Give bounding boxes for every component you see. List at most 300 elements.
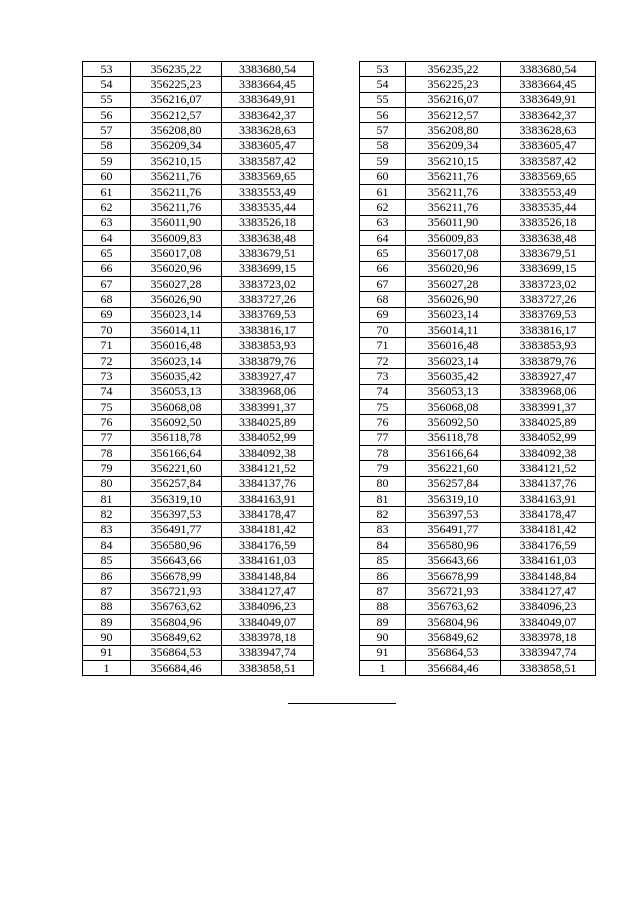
left-x-coordinate-cell: 356027,28 [131, 277, 222, 292]
right-x-coordinate-cell: 356020,96 [406, 261, 501, 276]
right-y-coordinate-cell: 3384161,03 [501, 553, 596, 568]
right-y-coordinate-cell: 3383723,02 [501, 277, 596, 292]
left-y-coordinate-cell: 3383664,45 [222, 77, 314, 92]
right-y-coordinate-cell: 3383968,06 [501, 384, 596, 399]
spacer-cell [314, 323, 360, 338]
left-point-number-cell: 71 [83, 338, 131, 353]
spacer-cell [314, 77, 360, 92]
left-y-coordinate-cell: 3383642,37 [222, 108, 314, 123]
spacer-cell [314, 645, 360, 660]
table-row [83, 108, 596, 123]
right-point-number-cell: 56 [360, 108, 406, 123]
left-y-coordinate-cell: 3384049,07 [222, 614, 314, 629]
right-x-coordinate-cell: 356068,08 [406, 399, 501, 414]
right-x-coordinate-cell: 356225,23 [406, 77, 501, 92]
right-y-coordinate-cell: 3383664,45 [501, 77, 596, 92]
right-x-coordinate-cell: 356035,42 [406, 369, 501, 384]
right-point-number-cell: 63 [360, 215, 406, 230]
left-y-coordinate-cell: 3383679,51 [222, 246, 314, 261]
table-row [83, 399, 596, 414]
table-row [83, 246, 596, 261]
left-y-coordinate-cell: 3383978,18 [222, 630, 314, 645]
left-y-coordinate-cell: 3384052,99 [222, 430, 314, 445]
left-x-coordinate-cell: 356216,07 [131, 92, 222, 107]
table-row [83, 184, 596, 199]
table-row [83, 261, 596, 276]
left-x-coordinate-cell: 356397,53 [131, 507, 222, 522]
table-row [83, 507, 596, 522]
left-point-number-cell: 74 [83, 384, 131, 399]
spacer-cell [314, 230, 360, 245]
coordinates-table-body [83, 62, 596, 676]
left-x-coordinate-cell: 356235,22 [131, 62, 222, 77]
left-x-coordinate-cell: 356166,64 [131, 445, 222, 460]
table-row [83, 323, 596, 338]
left-point-number-cell: 67 [83, 277, 131, 292]
left-x-coordinate-cell: 356023,14 [131, 307, 222, 322]
left-y-coordinate-cell: 3383853,93 [222, 338, 314, 353]
right-x-coordinate-cell: 356166,64 [406, 445, 501, 460]
left-x-coordinate-cell: 356684,46 [131, 661, 222, 676]
spacer-cell [314, 261, 360, 276]
right-point-number-cell: 74 [360, 384, 406, 399]
left-y-coordinate-cell: 3383649,91 [222, 92, 314, 107]
left-y-coordinate-cell: 3384176,59 [222, 538, 314, 553]
right-point-number-cell: 71 [360, 338, 406, 353]
right-y-coordinate-cell: 3384127,47 [501, 584, 596, 599]
right-x-coordinate-cell: 356027,28 [406, 277, 501, 292]
right-y-coordinate-cell: 3384052,99 [501, 430, 596, 445]
left-y-coordinate-cell: 3384096,23 [222, 599, 314, 614]
right-x-coordinate-cell: 356212,57 [406, 108, 501, 123]
spacer-cell [314, 599, 360, 614]
right-y-coordinate-cell: 3384163,91 [501, 492, 596, 507]
right-x-coordinate-cell: 356118,78 [406, 430, 501, 445]
right-point-number-cell: 68 [360, 292, 406, 307]
right-point-number-cell: 53 [360, 62, 406, 77]
right-y-coordinate-cell: 3384096,23 [501, 599, 596, 614]
right-point-number-cell: 57 [360, 123, 406, 138]
spacer-cell [314, 614, 360, 629]
left-point-number-cell: 77 [83, 430, 131, 445]
spacer-cell [314, 630, 360, 645]
right-y-coordinate-cell: 3384148,84 [501, 568, 596, 583]
left-point-number-cell: 85 [83, 553, 131, 568]
right-x-coordinate-cell: 356397,53 [406, 507, 501, 522]
spacer-cell [314, 215, 360, 230]
left-x-coordinate-cell: 356068,08 [131, 399, 222, 414]
table-row [83, 415, 596, 430]
right-point-number-cell: 79 [360, 461, 406, 476]
right-x-coordinate-cell: 356026,90 [406, 292, 501, 307]
right-point-number-cell: 81 [360, 492, 406, 507]
right-point-number-cell: 72 [360, 353, 406, 368]
spacer-cell [314, 415, 360, 430]
right-x-coordinate-cell: 356319,10 [406, 492, 501, 507]
table-row [83, 123, 596, 138]
table-row [83, 307, 596, 322]
right-y-coordinate-cell: 3383642,37 [501, 108, 596, 123]
spacer-cell [314, 292, 360, 307]
spacer-cell [314, 338, 360, 353]
left-point-number-cell: 78 [83, 445, 131, 460]
left-point-number-cell: 73 [83, 369, 131, 384]
left-y-coordinate-cell: 3383858,51 [222, 661, 314, 676]
table-row [83, 461, 596, 476]
right-y-coordinate-cell: 3383699,15 [501, 261, 596, 276]
table-row [83, 568, 596, 583]
left-x-coordinate-cell: 356678,99 [131, 568, 222, 583]
right-y-coordinate-cell: 3383587,42 [501, 154, 596, 169]
left-y-coordinate-cell: 3383699,15 [222, 261, 314, 276]
spacer-cell [314, 538, 360, 553]
right-x-coordinate-cell: 356678,99 [406, 568, 501, 583]
left-y-coordinate-cell: 3383680,54 [222, 62, 314, 77]
left-y-coordinate-cell: 3383927,47 [222, 369, 314, 384]
table-row [83, 522, 596, 537]
right-x-coordinate-cell: 356023,14 [406, 353, 501, 368]
right-y-coordinate-cell: 3383816,17 [501, 323, 596, 338]
right-x-coordinate-cell: 356491,77 [406, 522, 501, 537]
left-point-number-cell: 91 [83, 645, 131, 660]
left-y-coordinate-cell: 3384137,76 [222, 476, 314, 491]
right-x-coordinate-cell: 356684,46 [406, 661, 501, 676]
right-x-coordinate-cell: 356580,96 [406, 538, 501, 553]
left-x-coordinate-cell: 356035,42 [131, 369, 222, 384]
right-y-coordinate-cell: 3383680,54 [501, 62, 596, 77]
spacer-cell [314, 522, 360, 537]
left-x-coordinate-cell: 356026,90 [131, 292, 222, 307]
right-y-coordinate-cell: 3383853,93 [501, 338, 596, 353]
spacer-cell [314, 200, 360, 215]
right-y-coordinate-cell: 3384121,52 [501, 461, 596, 476]
left-point-number-cell: 68 [83, 292, 131, 307]
left-y-coordinate-cell: 3383879,76 [222, 353, 314, 368]
right-point-number-cell: 84 [360, 538, 406, 553]
table-row [83, 538, 596, 553]
right-x-coordinate-cell: 356211,76 [406, 184, 501, 199]
left-x-coordinate-cell: 356208,80 [131, 123, 222, 138]
left-point-number-cell: 88 [83, 599, 131, 614]
spacer-cell [314, 430, 360, 445]
right-y-coordinate-cell: 3384181,42 [501, 522, 596, 537]
spacer-cell [314, 123, 360, 138]
table-row [83, 584, 596, 599]
left-y-coordinate-cell: 3383816,17 [222, 323, 314, 338]
right-x-coordinate-cell: 356210,15 [406, 154, 501, 169]
right-point-number-cell: 86 [360, 568, 406, 583]
table-row [83, 445, 596, 460]
left-y-coordinate-cell: 3384163,91 [222, 492, 314, 507]
left-point-number-cell: 60 [83, 169, 131, 184]
table-row [83, 553, 596, 568]
left-point-number-cell: 69 [83, 307, 131, 322]
spacer-cell [314, 353, 360, 368]
right-point-number-cell: 89 [360, 614, 406, 629]
right-y-coordinate-cell: 3383569,65 [501, 169, 596, 184]
coordinates-table [82, 61, 596, 676]
right-x-coordinate-cell: 356211,76 [406, 169, 501, 184]
right-y-coordinate-cell: 3383628,63 [501, 123, 596, 138]
right-point-number-cell: 78 [360, 445, 406, 460]
spacer-cell [314, 184, 360, 199]
table-row [83, 492, 596, 507]
spacer-cell [314, 307, 360, 322]
left-x-coordinate-cell: 356210,15 [131, 154, 222, 169]
right-y-coordinate-cell: 3383879,76 [501, 353, 596, 368]
left-y-coordinate-cell: 3383553,49 [222, 184, 314, 199]
right-x-coordinate-cell: 356053,13 [406, 384, 501, 399]
right-point-number-cell: 82 [360, 507, 406, 522]
left-point-number-cell: 58 [83, 138, 131, 153]
right-y-coordinate-cell: 3383649,91 [501, 92, 596, 107]
left-x-coordinate-cell: 356319,10 [131, 492, 222, 507]
left-x-coordinate-cell: 356257,84 [131, 476, 222, 491]
right-y-coordinate-cell: 3383947,74 [501, 645, 596, 660]
right-y-coordinate-cell: 3383858,51 [501, 661, 596, 676]
right-y-coordinate-cell: 3384176,59 [501, 538, 596, 553]
right-y-coordinate-cell: 3383978,18 [501, 630, 596, 645]
left-y-coordinate-cell: 3384025,89 [222, 415, 314, 430]
right-y-coordinate-cell: 3384178,47 [501, 507, 596, 522]
table-row [83, 169, 596, 184]
right-point-number-cell: 55 [360, 92, 406, 107]
left-y-coordinate-cell: 3384127,47 [222, 584, 314, 599]
table-row [83, 630, 596, 645]
spacer-cell [314, 369, 360, 384]
left-x-coordinate-cell: 356011,90 [131, 215, 222, 230]
right-y-coordinate-cell: 3384092,38 [501, 445, 596, 460]
table-row [83, 230, 596, 245]
right-x-coordinate-cell: 356017,08 [406, 246, 501, 261]
right-x-coordinate-cell: 356014,11 [406, 323, 501, 338]
right-x-coordinate-cell: 356864,53 [406, 645, 501, 660]
left-point-number-cell: 64 [83, 230, 131, 245]
right-x-coordinate-cell: 356211,76 [406, 200, 501, 215]
left-y-coordinate-cell: 3383947,74 [222, 645, 314, 660]
table-row [83, 645, 596, 660]
spacer-cell [314, 461, 360, 476]
spacer-cell [314, 62, 360, 77]
spacer-cell [314, 92, 360, 107]
table-row [83, 599, 596, 614]
right-y-coordinate-cell: 3383605,47 [501, 138, 596, 153]
spacer-cell [314, 445, 360, 460]
right-y-coordinate-cell: 3384049,07 [501, 614, 596, 629]
left-point-number-cell: 63 [83, 215, 131, 230]
right-point-number-cell: 73 [360, 369, 406, 384]
right-x-coordinate-cell: 356092,50 [406, 415, 501, 430]
right-point-number-cell: 70 [360, 323, 406, 338]
left-y-coordinate-cell: 3383535,44 [222, 200, 314, 215]
spacer-cell [314, 507, 360, 522]
right-x-coordinate-cell: 356804,96 [406, 614, 501, 629]
right-point-number-cell: 77 [360, 430, 406, 445]
right-x-coordinate-cell: 356257,84 [406, 476, 501, 491]
right-y-coordinate-cell: 3384137,76 [501, 476, 596, 491]
spacer-cell [314, 661, 360, 676]
end-divider-line [288, 703, 396, 704]
right-y-coordinate-cell: 3383927,47 [501, 369, 596, 384]
right-point-number-cell: 87 [360, 584, 406, 599]
left-point-number-cell: 80 [83, 476, 131, 491]
right-y-coordinate-cell: 3383638,48 [501, 230, 596, 245]
left-point-number-cell: 81 [83, 492, 131, 507]
left-x-coordinate-cell: 356053,13 [131, 384, 222, 399]
left-x-coordinate-cell: 356211,76 [131, 200, 222, 215]
right-point-number-cell: 59 [360, 154, 406, 169]
right-x-coordinate-cell: 356209,34 [406, 138, 501, 153]
table-row [83, 614, 596, 629]
left-point-number-cell: 75 [83, 399, 131, 414]
spacer-cell [314, 492, 360, 507]
spacer-cell [314, 553, 360, 568]
left-point-number-cell: 90 [83, 630, 131, 645]
left-y-coordinate-cell: 3383605,47 [222, 138, 314, 153]
left-y-coordinate-cell: 3383638,48 [222, 230, 314, 245]
left-x-coordinate-cell: 356014,11 [131, 323, 222, 338]
left-x-coordinate-cell: 356804,96 [131, 614, 222, 629]
right-point-number-cell: 90 [360, 630, 406, 645]
table-row [83, 200, 596, 215]
left-point-number-cell: 61 [83, 184, 131, 199]
right-y-coordinate-cell: 3383526,18 [501, 215, 596, 230]
right-y-coordinate-cell: 3383535,44 [501, 200, 596, 215]
left-point-number-cell: 57 [83, 123, 131, 138]
right-y-coordinate-cell: 3383679,51 [501, 246, 596, 261]
left-y-coordinate-cell: 3383526,18 [222, 215, 314, 230]
left-point-number-cell: 72 [83, 353, 131, 368]
right-point-number-cell: 60 [360, 169, 406, 184]
left-point-number-cell: 59 [83, 154, 131, 169]
spacer-cell [314, 476, 360, 491]
right-x-coordinate-cell: 356011,90 [406, 215, 501, 230]
left-x-coordinate-cell: 356092,50 [131, 415, 222, 430]
left-x-coordinate-cell: 356580,96 [131, 538, 222, 553]
left-x-coordinate-cell: 356009,83 [131, 230, 222, 245]
left-point-number-cell: 82 [83, 507, 131, 522]
left-x-coordinate-cell: 356225,23 [131, 77, 222, 92]
left-point-number-cell: 1 [83, 661, 131, 676]
table-row [83, 138, 596, 153]
left-x-coordinate-cell: 356763,62 [131, 599, 222, 614]
left-y-coordinate-cell: 3383587,42 [222, 154, 314, 169]
left-y-coordinate-cell: 3383727,26 [222, 292, 314, 307]
right-x-coordinate-cell: 356208,80 [406, 123, 501, 138]
left-point-number-cell: 56 [83, 108, 131, 123]
spacer-cell [314, 399, 360, 414]
table-row [83, 62, 596, 77]
left-point-number-cell: 65 [83, 246, 131, 261]
left-point-number-cell: 55 [83, 92, 131, 107]
table-row [83, 430, 596, 445]
table-row [83, 661, 596, 676]
table-row [83, 215, 596, 230]
left-y-coordinate-cell: 3384148,84 [222, 568, 314, 583]
right-point-number-cell: 61 [360, 184, 406, 199]
left-x-coordinate-cell: 356211,76 [131, 184, 222, 199]
right-point-number-cell: 54 [360, 77, 406, 92]
left-y-coordinate-cell: 3384092,38 [222, 445, 314, 460]
right-x-coordinate-cell: 356016,48 [406, 338, 501, 353]
left-point-number-cell: 70 [83, 323, 131, 338]
spacer-cell [314, 277, 360, 292]
right-point-number-cell: 69 [360, 307, 406, 322]
left-y-coordinate-cell: 3384178,47 [222, 507, 314, 522]
right-x-coordinate-cell: 356235,22 [406, 62, 501, 77]
left-point-number-cell: 62 [83, 200, 131, 215]
spacer-cell [314, 169, 360, 184]
left-y-coordinate-cell: 3383569,65 [222, 169, 314, 184]
left-x-coordinate-cell: 356212,57 [131, 108, 222, 123]
right-point-number-cell: 91 [360, 645, 406, 660]
table-row [83, 476, 596, 491]
left-y-coordinate-cell: 3383991,37 [222, 399, 314, 414]
table-row [83, 92, 596, 107]
right-x-coordinate-cell: 356763,62 [406, 599, 501, 614]
table-row [83, 154, 596, 169]
spacer-cell [314, 246, 360, 261]
left-y-coordinate-cell: 3384181,42 [222, 522, 314, 537]
right-y-coordinate-cell: 3384025,89 [501, 415, 596, 430]
left-x-coordinate-cell: 356221,60 [131, 461, 222, 476]
left-x-coordinate-cell: 356020,96 [131, 261, 222, 276]
left-y-coordinate-cell: 3383628,63 [222, 123, 314, 138]
left-point-number-cell: 54 [83, 77, 131, 92]
right-y-coordinate-cell: 3383991,37 [501, 399, 596, 414]
spacer-cell [314, 568, 360, 583]
table-row [83, 77, 596, 92]
left-x-coordinate-cell: 356849,62 [131, 630, 222, 645]
right-point-number-cell: 62 [360, 200, 406, 215]
right-x-coordinate-cell: 356849,62 [406, 630, 501, 645]
left-x-coordinate-cell: 356643,66 [131, 553, 222, 568]
right-y-coordinate-cell: 3383553,49 [501, 184, 596, 199]
right-point-number-cell: 67 [360, 277, 406, 292]
left-x-coordinate-cell: 356721,93 [131, 584, 222, 599]
left-point-number-cell: 83 [83, 522, 131, 537]
right-point-number-cell: 1 [360, 661, 406, 676]
left-y-coordinate-cell: 3384121,52 [222, 461, 314, 476]
left-point-number-cell: 84 [83, 538, 131, 553]
right-point-number-cell: 88 [360, 599, 406, 614]
table-row [83, 292, 596, 307]
right-point-number-cell: 76 [360, 415, 406, 430]
table-row [83, 384, 596, 399]
right-x-coordinate-cell: 356216,07 [406, 92, 501, 107]
spacer-cell [314, 138, 360, 153]
left-point-number-cell: 66 [83, 261, 131, 276]
right-point-number-cell: 58 [360, 138, 406, 153]
right-point-number-cell: 83 [360, 522, 406, 537]
right-point-number-cell: 64 [360, 230, 406, 245]
right-point-number-cell: 75 [360, 399, 406, 414]
right-point-number-cell: 80 [360, 476, 406, 491]
left-x-coordinate-cell: 356023,14 [131, 353, 222, 368]
left-point-number-cell: 89 [83, 614, 131, 629]
left-y-coordinate-cell: 3384161,03 [222, 553, 314, 568]
left-y-coordinate-cell: 3383769,53 [222, 307, 314, 322]
spacer-cell [314, 108, 360, 123]
right-point-number-cell: 66 [360, 261, 406, 276]
spacer-cell [314, 154, 360, 169]
left-point-number-cell: 86 [83, 568, 131, 583]
left-y-coordinate-cell: 3383723,02 [222, 277, 314, 292]
right-x-coordinate-cell: 356721,93 [406, 584, 501, 599]
table-row [83, 353, 596, 368]
right-x-coordinate-cell: 356009,83 [406, 230, 501, 245]
right-x-coordinate-cell: 356023,14 [406, 307, 501, 322]
